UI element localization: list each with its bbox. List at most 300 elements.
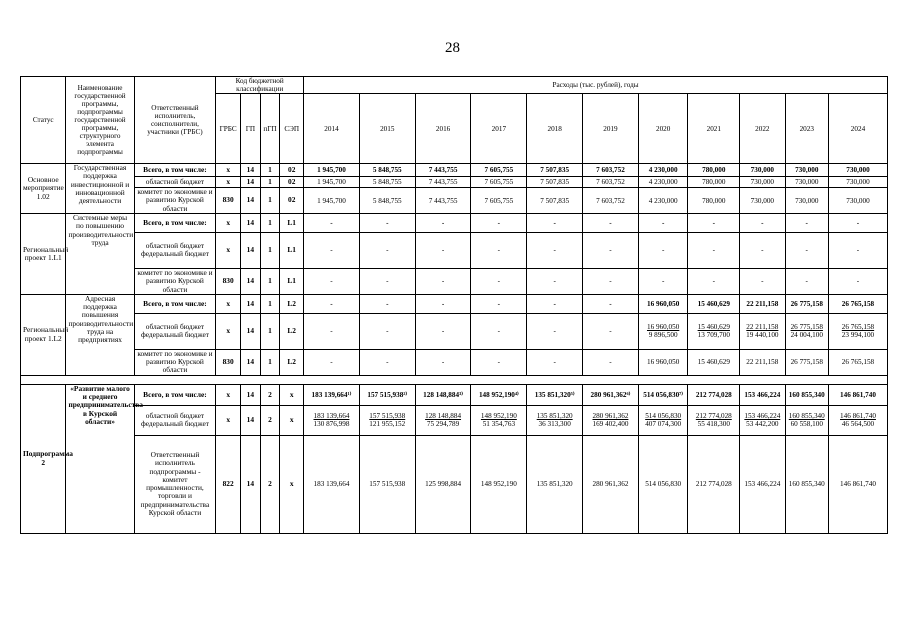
table-row	[21, 349, 888, 375]
value: -	[761, 246, 764, 255]
value-cell	[828, 164, 887, 177]
value: -	[856, 218, 860, 227]
code-cell: x	[216, 177, 241, 188]
value: 125 998,884	[425, 480, 462, 489]
value: 7 507,835	[540, 196, 570, 205]
value: 212 774,028	[695, 480, 732, 489]
value-federal: 23 994,100	[841, 331, 875, 340]
value-cell	[828, 188, 887, 214]
value: 7 443,755	[428, 166, 458, 175]
value-cell	[527, 405, 583, 435]
value: 4 230,000	[648, 178, 678, 187]
value: 280 961,362	[592, 412, 629, 421]
value-cell	[688, 384, 740, 405]
value: 160 855,340	[788, 480, 825, 489]
code-cell: x	[216, 405, 241, 435]
value-cell	[785, 232, 828, 268]
value: -	[761, 218, 764, 227]
value-federal: 60 558,100	[790, 420, 823, 429]
value: 22 211,158	[746, 358, 779, 367]
value: -	[386, 277, 389, 286]
responsible-cell: областной бюджет федеральный бюджет	[134, 405, 216, 435]
value: 730,000	[750, 196, 775, 205]
code-cell: L1	[280, 213, 304, 232]
value: 128 148,884	[425, 412, 462, 421]
value-cell	[785, 349, 828, 375]
value-cell	[471, 435, 527, 533]
value-cell	[688, 313, 740, 349]
value-cell	[359, 435, 415, 533]
value: -	[330, 218, 333, 227]
value: 7 507,835	[540, 166, 570, 175]
value-cell	[415, 188, 471, 214]
value: 26 765,158	[841, 299, 875, 308]
value: -	[805, 246, 808, 255]
value: 15 460,629	[697, 299, 730, 308]
value-cell	[583, 232, 639, 268]
value-cell	[785, 164, 828, 177]
value: 514 056,830⁷⁾	[643, 390, 684, 399]
value: 146 861,740	[840, 390, 876, 399]
value: -	[609, 277, 612, 286]
value: 1 945,700	[317, 178, 346, 187]
value-cell	[471, 188, 527, 214]
year-header: 2023	[785, 94, 828, 164]
value-cell	[828, 435, 887, 533]
value-cell	[740, 313, 785, 349]
value-cell	[785, 405, 828, 435]
value: 1 945,700	[317, 166, 346, 175]
value: -	[856, 246, 860, 255]
value-cell	[359, 213, 415, 232]
value-federal: 130 876,998	[313, 420, 350, 429]
value: 160 855,340	[788, 390, 825, 399]
code-cell: x	[216, 213, 241, 232]
code-cell: 14	[241, 164, 261, 177]
value: 730,000	[846, 166, 870, 175]
value-federal: 9 896,500	[648, 331, 678, 340]
value-cell	[471, 384, 527, 405]
value-cell	[828, 405, 887, 435]
value-cell	[638, 177, 688, 188]
value: -	[805, 218, 808, 227]
value: -	[441, 277, 445, 286]
value-cell	[638, 268, 688, 294]
value-cell	[828, 349, 887, 375]
value: 157 515,938	[369, 480, 406, 489]
value: 514 056,830	[645, 480, 682, 489]
value-cell	[688, 405, 740, 435]
value: -	[330, 327, 333, 336]
value-cell	[359, 188, 415, 214]
value: -	[609, 299, 612, 308]
value-cell	[304, 213, 360, 232]
value: 16 960,050	[646, 323, 680, 332]
value: 160 855,340	[788, 412, 825, 421]
value-cell	[359, 294, 415, 313]
code-cell: 1	[260, 313, 280, 349]
value-cell	[527, 268, 583, 294]
value-cell	[638, 232, 688, 268]
value: 5 848,755	[372, 166, 402, 175]
value-cell	[304, 349, 360, 375]
value: 780,000	[702, 196, 726, 205]
value: 7 605,755	[484, 166, 514, 175]
year-header: 2022	[740, 94, 785, 164]
code-cell: 02	[280, 177, 304, 188]
value: -	[497, 327, 501, 336]
value: -	[330, 299, 333, 308]
code-cell: 02	[280, 188, 304, 214]
value-cell	[359, 405, 415, 435]
value-cell	[740, 384, 785, 405]
value-cell	[583, 213, 639, 232]
value-cell	[785, 213, 828, 232]
value: -	[330, 246, 333, 255]
table-row	[21, 188, 888, 214]
value: -	[497, 358, 501, 367]
value: 7 603,752	[596, 178, 625, 187]
value-cell	[688, 164, 740, 177]
value-cell	[471, 164, 527, 177]
code-cell: 14	[241, 294, 261, 313]
value: 4 230,000	[648, 166, 678, 175]
value-cell	[527, 349, 583, 375]
responsible-cell: Ответственный исполнитель подпрограммы - комитет промышленности, торговли и предпринимательства Курской области	[134, 435, 216, 533]
value-cell	[785, 384, 828, 405]
value-federal: 24 004,100	[790, 331, 823, 340]
value: 183 139,664¹⁾	[311, 390, 352, 399]
value: 146 861,740	[840, 412, 876, 421]
name-cell: «Развитие малого и среднего предпринимательства в Курской области»	[66, 384, 134, 533]
value: -	[386, 218, 389, 227]
value: 135 851,320	[536, 480, 573, 489]
value-cell	[785, 435, 828, 533]
value-federal: 53 442,200	[746, 420, 779, 429]
code-cell: x	[216, 294, 241, 313]
code-cell: x	[216, 313, 241, 349]
value: 7 605,755	[484, 178, 514, 187]
value: 183 139,664	[313, 412, 350, 421]
value: 157 515,938	[369, 412, 406, 421]
value: -	[712, 277, 715, 286]
value: 7 603,752	[596, 166, 625, 175]
value: -	[712, 218, 715, 227]
code-cell: 830	[216, 188, 241, 214]
value-cell	[471, 232, 527, 268]
value-cell	[527, 384, 583, 405]
value: -	[553, 299, 556, 308]
value-cell	[638, 313, 688, 349]
value: 15 460,629	[697, 323, 730, 332]
value-federal: 19 440,100	[746, 331, 779, 340]
header-budget-code: Код бюджетной классификации	[216, 77, 304, 94]
value-cell	[359, 349, 415, 375]
code-cell: x	[216, 384, 241, 405]
value-cell	[740, 349, 785, 375]
value-cell	[527, 213, 583, 232]
value-cell	[583, 349, 639, 375]
value-cell	[638, 384, 688, 405]
value-cell	[740, 188, 785, 214]
value: 280 961,362	[592, 480, 629, 489]
table-row	[21, 294, 888, 313]
year-header: 2016	[415, 94, 471, 164]
header-expenses: Расходы (тыс. рублей), годы	[304, 77, 888, 94]
code-cell: x	[216, 164, 241, 177]
code-cell: 2	[260, 405, 280, 435]
value: 148 952,190	[480, 480, 517, 489]
value: 153 466,224	[744, 390, 781, 399]
value: -	[441, 246, 445, 255]
value-cell	[304, 268, 360, 294]
value-cell	[583, 188, 639, 214]
value-cell	[415, 294, 471, 313]
value-cell	[304, 384, 360, 405]
value-cell	[828, 384, 887, 405]
code-cell: L2	[280, 313, 304, 349]
value: 730,000	[795, 196, 819, 205]
value-cell	[740, 435, 785, 533]
value: 7 443,755	[428, 196, 458, 205]
value-cell	[638, 188, 688, 214]
value-cell	[415, 213, 471, 232]
value-federal: 36 313,300	[538, 420, 571, 429]
name-cell: Адресная поддержка повышения производительности труда на предприятиях	[66, 294, 134, 375]
code-cell: 1	[260, 177, 280, 188]
value-cell	[638, 294, 688, 313]
value-cell	[638, 164, 688, 177]
value-cell	[415, 164, 471, 177]
value: 22 211,158	[746, 323, 779, 332]
code-cell: x	[216, 232, 241, 268]
value: 26 765,158	[841, 358, 875, 367]
value: 153 466,224	[744, 412, 781, 421]
code-cell: x	[280, 384, 304, 405]
value-cell	[688, 213, 740, 232]
value-cell	[304, 188, 360, 214]
value: 153 466,224	[744, 480, 781, 489]
year-header: 2015	[359, 94, 415, 164]
value: -	[330, 358, 333, 367]
value-cell	[527, 313, 583, 349]
value-cell	[688, 188, 740, 214]
value-cell	[688, 232, 740, 268]
year-header: 2019	[583, 94, 639, 164]
value: -	[497, 218, 501, 227]
value-cell	[527, 232, 583, 268]
year-header: 2021	[688, 94, 740, 164]
value: 157 515,938²⁾	[367, 390, 408, 399]
value: 22 211,158	[746, 299, 779, 308]
status-cell: Региональный проект 1.L2	[21, 294, 66, 375]
value: 135 851,320⁵⁾	[534, 390, 575, 399]
code-cell: 1	[260, 232, 280, 268]
value: 26 775,158	[790, 299, 823, 308]
spacer-row	[21, 375, 888, 384]
value: -	[609, 358, 612, 367]
value-cell	[828, 268, 887, 294]
year-header: 2014	[304, 94, 360, 164]
value-cell	[471, 405, 527, 435]
code-cell: x	[280, 405, 304, 435]
value-cell	[740, 268, 785, 294]
value-cell	[828, 213, 887, 232]
responsible-cell: комитет по экономике и развитию Курской области	[134, 268, 216, 294]
code-cell: L1	[280, 268, 304, 294]
code-cell: x	[280, 435, 304, 533]
page-number: 28	[445, 40, 460, 56]
value-cell	[304, 313, 360, 349]
value-cell	[583, 164, 639, 177]
code-cell: 14	[241, 405, 261, 435]
value-cell	[583, 177, 639, 188]
year-header: 2020	[638, 94, 688, 164]
table-row	[21, 435, 888, 533]
value-cell	[828, 177, 887, 188]
status-cell: Региональный проект 1.L1	[21, 213, 66, 294]
responsible-cell: Всего, в том числе:	[134, 384, 216, 405]
value-cell	[471, 177, 527, 188]
code-cell: 1	[260, 268, 280, 294]
value: 780,000	[702, 166, 726, 175]
value-cell	[527, 164, 583, 177]
value: 183 139,664	[313, 480, 350, 489]
value-cell	[583, 294, 639, 313]
value-cell	[415, 384, 471, 405]
code-col-header: ГРБС	[216, 94, 241, 164]
value-cell	[304, 177, 360, 188]
code-cell: 830	[216, 349, 241, 375]
value: 730,000	[750, 166, 775, 175]
value-cell	[740, 213, 785, 232]
value: 780,000	[702, 178, 726, 187]
value: 730,000	[795, 178, 819, 187]
value: -	[609, 218, 612, 227]
table-row	[21, 384, 888, 405]
value: -	[553, 218, 556, 227]
header-responsible: Ответственный исполнитель, соисполнители, участники (ГРБС)	[134, 77, 216, 164]
value-cell	[415, 177, 471, 188]
responsible-cell: Всего, в том числе:	[134, 164, 216, 177]
value-cell	[304, 294, 360, 313]
spacer-cell	[21, 375, 888, 384]
code-cell: 1	[260, 349, 280, 375]
value: -	[386, 327, 389, 336]
value: -	[497, 277, 501, 286]
value-cell	[415, 349, 471, 375]
code-col-header: СЭП	[280, 94, 304, 164]
responsible-cell: Всего, в том числе:	[134, 213, 216, 232]
value-cell	[471, 313, 527, 349]
value: -	[609, 246, 612, 255]
value-cell	[359, 164, 415, 177]
value-cell	[527, 177, 583, 188]
value-cell	[688, 349, 740, 375]
value-federal: 13 709,700	[697, 331, 730, 340]
value: 730,000	[846, 178, 870, 187]
value: 26 775,158	[790, 323, 823, 332]
value-federal: 121 955,152	[369, 420, 406, 429]
value: 1 945,700	[317, 196, 346, 205]
code-cell: L1	[280, 232, 304, 268]
table-row	[21, 405, 888, 435]
code-cell: 02	[280, 164, 304, 177]
value-cell	[688, 294, 740, 313]
value-cell	[471, 294, 527, 313]
value-cell	[359, 268, 415, 294]
value-federal: 46 564,500	[841, 420, 875, 429]
code-cell: 822	[216, 435, 241, 533]
value: 26 765,158	[841, 323, 875, 332]
value: -	[497, 246, 501, 255]
value: 146 861,740	[840, 480, 876, 489]
value: 212 774,028	[695, 390, 732, 399]
header-row	[21, 77, 888, 94]
status-cell: Подпрограмма 2	[21, 384, 66, 533]
value: 730,000	[846, 196, 870, 205]
value: -	[386, 299, 389, 308]
value: -	[661, 246, 665, 255]
value-cell	[583, 384, 639, 405]
value: -	[386, 246, 389, 255]
value: 7 603,752	[596, 196, 625, 205]
value-federal: 407 074,300	[645, 420, 682, 429]
code-cell: 14	[241, 177, 261, 188]
value-cell	[688, 435, 740, 533]
value: 26 775,158	[790, 358, 823, 367]
value-cell	[638, 213, 688, 232]
value-cell	[785, 313, 828, 349]
value-cell	[583, 313, 639, 349]
responsible-cell: областной бюджет федеральный бюджет	[134, 313, 216, 349]
code-cell: L2	[280, 294, 304, 313]
value-cell	[785, 188, 828, 214]
value-cell	[688, 177, 740, 188]
code-cell: 830	[216, 268, 241, 294]
code-cell: 14	[241, 268, 261, 294]
value-cell	[415, 268, 471, 294]
value-cell	[638, 405, 688, 435]
year-header: 2024	[828, 94, 887, 164]
value: 4 230,000	[648, 196, 678, 205]
value: -	[805, 277, 808, 286]
year-header: 2018	[527, 94, 583, 164]
value-cell	[359, 384, 415, 405]
value: 730,000	[750, 178, 775, 187]
value-federal: 51 354,763	[482, 420, 516, 429]
value-federal: 169 402,400	[592, 420, 629, 429]
responsible-cell: комитет по экономике и развитию Курской области	[134, 188, 216, 214]
value: 5 848,755	[372, 178, 402, 187]
value-cell	[471, 349, 527, 375]
code-cell: 14	[241, 313, 261, 349]
value: -	[497, 299, 501, 308]
value-cell	[828, 313, 887, 349]
value-cell	[828, 294, 887, 313]
value-cell	[415, 232, 471, 268]
value: -	[661, 218, 665, 227]
value: -	[856, 277, 860, 286]
value: 128 148,884³⁾	[423, 390, 463, 399]
status-cell: Основное мероприятие 1.02	[21, 164, 66, 214]
value-cell	[785, 294, 828, 313]
table-row	[21, 213, 888, 232]
value: -	[553, 277, 556, 286]
value-cell	[359, 177, 415, 188]
value-cell	[359, 313, 415, 349]
value-cell	[415, 435, 471, 533]
